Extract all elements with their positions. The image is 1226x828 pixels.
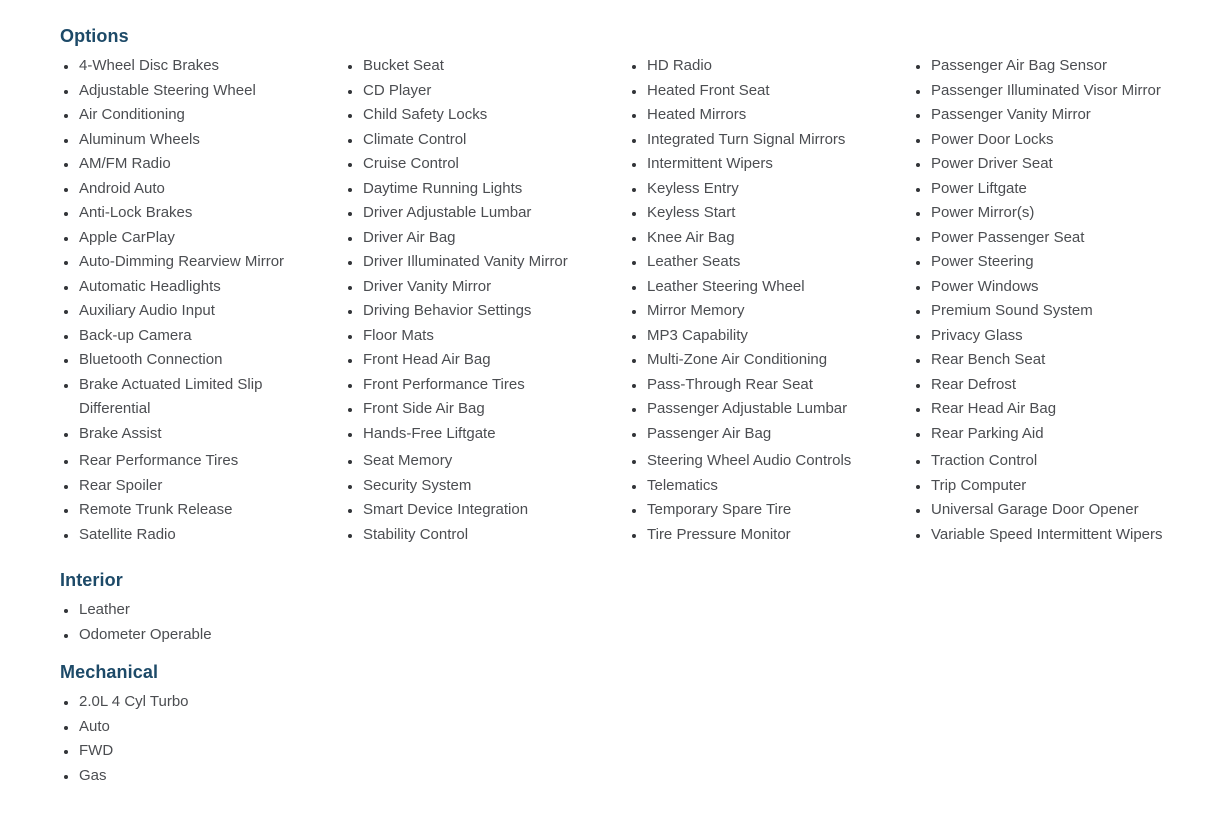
options-column-1-top (60, 54, 344, 446)
list-item: • Temporary Spare Tire (646, 498, 902, 523)
list-item: • Passenger Illuminated Visor Mirror (930, 79, 1186, 104)
interior-list (60, 598, 1196, 647)
mechanical-section (60, 662, 1196, 788)
list-item: • HD Radio (646, 54, 902, 79)
list-item: • Power Mirror(s) (930, 201, 1186, 226)
list-item: • Premium Sound System (930, 299, 1186, 324)
list-item: • Odometer Operable (78, 623, 1186, 648)
list-item: • Power Door Locks (930, 128, 1186, 153)
list-item: • Driver Illuminated Vanity Mirror (362, 250, 618, 275)
list-item: • Android Auto (78, 177, 334, 202)
list-item: • Auto (78, 715, 1186, 740)
list-item: • Apple CarPlay (78, 226, 334, 251)
list-item: • Rear Defrost (930, 373, 1186, 398)
list-item: • Floor Mats (362, 324, 618, 349)
list-item: • Mirror Memory (646, 299, 902, 324)
list-item: • Child Safety Locks (362, 103, 618, 128)
list-item: • Power Passenger Seat (930, 226, 1186, 251)
list-item: • Driver Air Bag (362, 226, 618, 251)
list-item: • Rear Bench Seat (930, 348, 1186, 373)
list-item: • Auto-Dimming Rearview Mirror (78, 250, 334, 275)
list-item: • Keyless Start (646, 201, 902, 226)
options-column-4-top (912, 54, 1196, 446)
list-item: • Power Driver Seat (930, 152, 1186, 177)
list-item: • Bucket Seat (362, 54, 618, 79)
list-item: • Keyless Entry (646, 177, 902, 202)
interior-section-heading: Interior (60, 570, 123, 590)
list-item: • Intermittent Wipers (646, 152, 902, 177)
list-item: • Integrated Turn Signal Mirrors (646, 128, 902, 153)
list-item: • Bluetooth Connection (78, 348, 334, 373)
list-item: • Multi-Zone Air Conditioning (646, 348, 902, 373)
list-item: • Leather Steering Wheel (646, 275, 902, 300)
mechanical-list (60, 690, 1196, 788)
options-section-heading: Options (60, 26, 129, 46)
list-item: • Daytime Running Lights (362, 177, 618, 202)
list-item: • Brake Actuated Limited Slip Differential (78, 373, 334, 422)
list-item: • Rear Head Air Bag (930, 397, 1186, 422)
list-item: • Air Conditioning (78, 103, 334, 128)
options-column-3-bottom (628, 449, 912, 547)
list-item: • Auxiliary Audio Input (78, 299, 334, 324)
list-item: • Privacy Glass (930, 324, 1186, 349)
options-column-2-bottom (344, 449, 628, 547)
list-item: • Trip Computer (930, 474, 1186, 499)
list-item: • Rear Performance Tires (78, 449, 334, 474)
list-item: • Hands-Free Liftgate (362, 422, 618, 447)
list-item: • Pass-Through Rear Seat (646, 373, 902, 398)
list-item: • FWD (78, 739, 1186, 764)
mechanical-section-heading: Mechanical (60, 662, 159, 682)
list-item: • 4-Wheel Disc Brakes (78, 54, 334, 79)
options-columns-bottom (60, 449, 1196, 547)
list-item: • Tire Pressure Monitor (646, 523, 902, 548)
list-item: • Passenger Vanity Mirror (930, 103, 1186, 128)
list-item: • Climate Control (362, 128, 618, 153)
list-item: • Driver Adjustable Lumbar (362, 201, 618, 226)
list-item: • Front Performance Tires (362, 373, 618, 398)
list-item: • Remote Trunk Release (78, 498, 334, 523)
list-item: • Variable Speed Intermittent Wipers (930, 523, 1186, 548)
list-item: • Satellite Radio (78, 523, 334, 548)
options-column-3-top (628, 54, 912, 446)
list-item: • Telematics (646, 474, 902, 499)
list-item: • Universal Garage Door Opener (930, 498, 1186, 523)
list-item: • Power Steering (930, 250, 1186, 275)
list-item: • Security System (362, 474, 618, 499)
list-item: • Heated Mirrors (646, 103, 902, 128)
list-item: • Anti-Lock Brakes (78, 201, 334, 226)
options-columns-top (60, 54, 1196, 446)
list-item: • Rear Spoiler (78, 474, 334, 499)
list-item: • AM/FM Radio (78, 152, 334, 177)
list-item: • Gas (78, 764, 1186, 789)
list-item: • CD Player (362, 79, 618, 104)
list-item: • Driving Behavior Settings (362, 299, 618, 324)
list-item: • Stability Control (362, 523, 618, 548)
list-item: • Back-up Camera (78, 324, 334, 349)
list-item: • Power Liftgate (930, 177, 1186, 202)
list-item: • Leather (78, 598, 1186, 623)
list-item: • Heated Front Seat (646, 79, 902, 104)
list-item: • Passenger Air Bag Sensor (930, 54, 1186, 79)
list-item: • Knee Air Bag (646, 226, 902, 251)
list-item: • Automatic Headlights (78, 275, 334, 300)
list-item: • Cruise Control (362, 152, 618, 177)
list-item: • Leather Seats (646, 250, 902, 275)
list-item: • Seat Memory (362, 449, 618, 474)
list-item: • Power Windows (930, 275, 1186, 300)
options-column-4-bottom (912, 449, 1196, 547)
list-item: • Steering Wheel Audio Controls (646, 449, 902, 474)
list-item: • Front Side Air Bag (362, 397, 618, 422)
options-section (60, 26, 1196, 547)
list-item: • MP3 Capability (646, 324, 902, 349)
interior-section (60, 570, 1196, 647)
options-column-1-bottom (60, 449, 344, 547)
list-item: • Traction Control (930, 449, 1186, 474)
list-item: • Rear Parking Aid (930, 422, 1186, 447)
list-item: • Brake Assist (78, 422, 334, 447)
list-item: • Adjustable Steering Wheel (78, 79, 334, 104)
list-item: • Smart Device Integration (362, 498, 618, 523)
list-item: • Driver Vanity Mirror (362, 275, 618, 300)
list-item: • Passenger Air Bag (646, 422, 902, 447)
list-item: • Front Head Air Bag (362, 348, 618, 373)
list-item: • Aluminum Wheels (78, 128, 334, 153)
options-column-2-top (344, 54, 628, 446)
list-item: • Passenger Adjustable Lumbar (646, 397, 902, 422)
list-item: • 2.0L 4 Cyl Turbo (78, 690, 1186, 715)
